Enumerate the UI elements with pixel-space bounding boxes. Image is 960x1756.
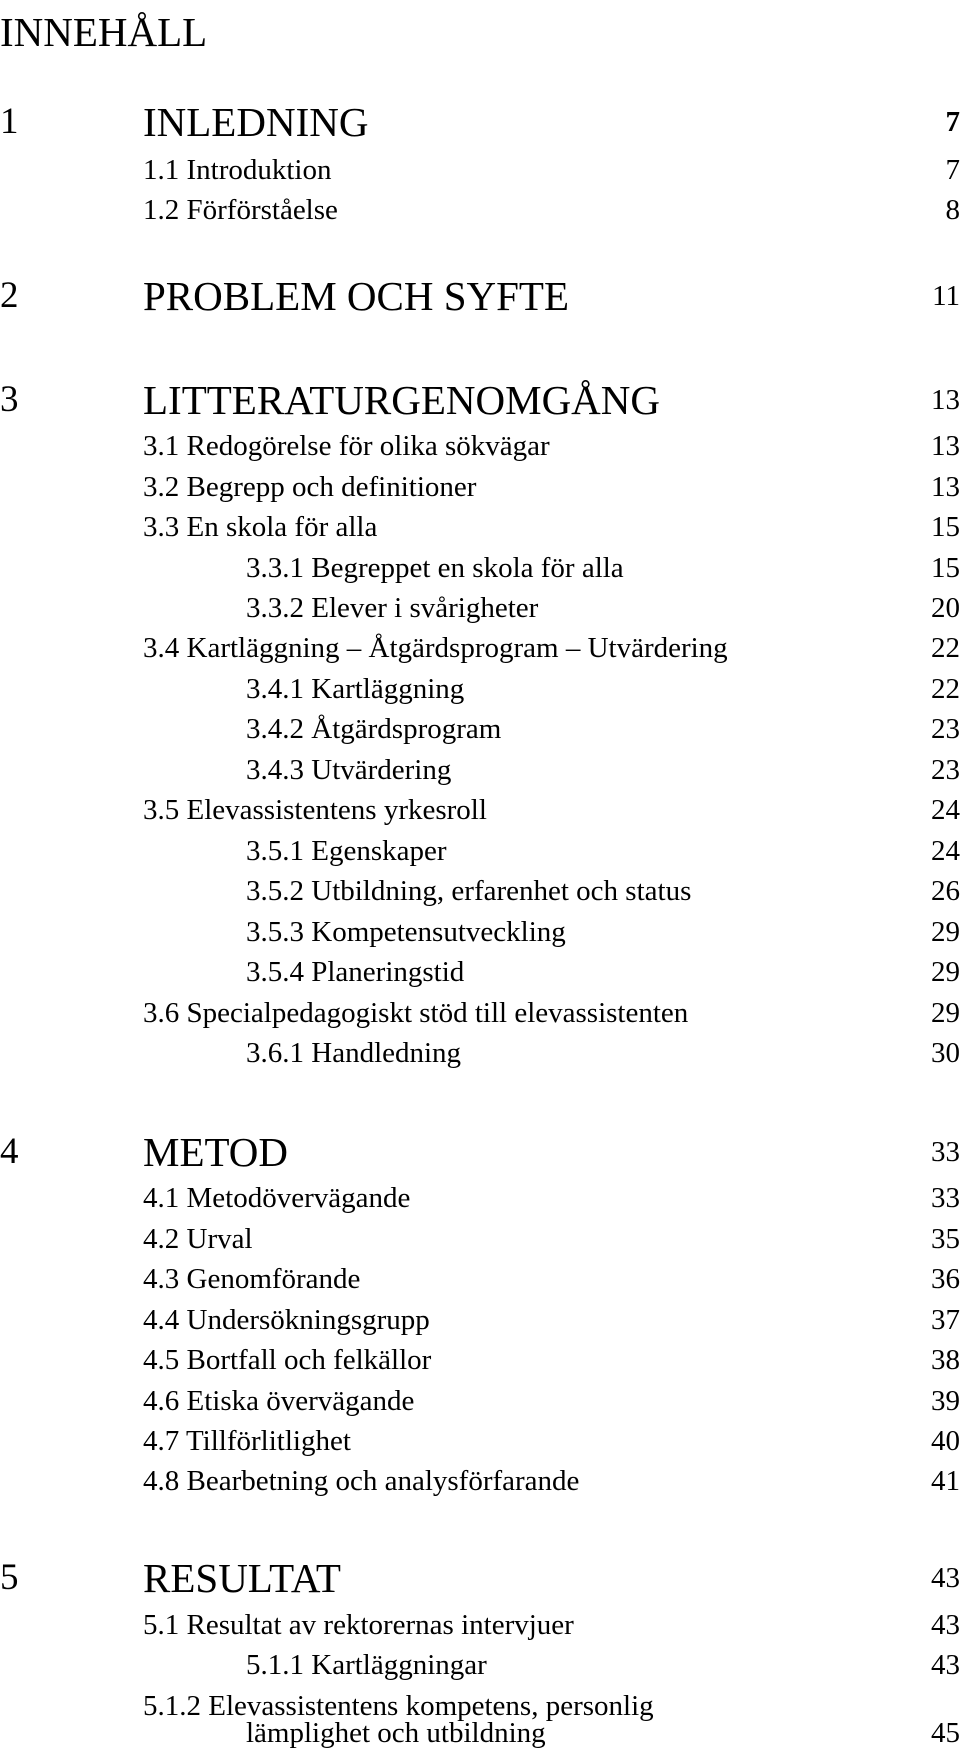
toc-entry[interactable] [0,1338,960,1382]
page-number: 11 [932,280,960,312]
toc-entry[interactable] [0,788,960,832]
toc-entry[interactable] [0,667,960,711]
toc-entry[interactable] [0,707,960,751]
entry-title: 4.3 Genomförande [143,1263,361,1295]
toc-entry[interactable] [0,188,960,232]
chapter-number: 4 [0,1131,19,1172]
toc-entry[interactable] [0,626,960,670]
chapter-title: RESULTAT [143,1555,341,1601]
toc-entry[interactable] [0,1419,960,1463]
entry-title: 4.8 Bearbetning och analysförfarande [143,1465,580,1497]
toc-entry[interactable] [0,1603,960,1647]
entry-title: 4.1 Metodövervägande [143,1182,411,1214]
page-number: 43 [931,1649,960,1681]
page-number: 45 [931,1717,960,1749]
entry-title: 3.6 Specialpedagogiskt stöd till elevassistenten [143,997,689,1029]
page-number: 24 [931,794,960,826]
entry-title: 5.1.2 Elevassistentens kompetens, personlig [143,1690,654,1722]
entry-title: lämplighet och utbildning [246,1717,546,1749]
page-number: 29 [931,916,960,948]
page-number: 23 [931,754,960,786]
entry-title: 1.2 Förförståelse [143,194,338,226]
chapter-number: 1 [0,101,19,142]
entry-title: 3.5.4 Planeringstid [246,956,465,988]
entry-title: 3.6.1 Handledning [246,1037,462,1069]
entry-title: 5.1.1 Kartläggningar [246,1649,487,1681]
page-number: 7 [945,106,960,138]
toc-entry[interactable] [0,148,960,192]
chapter-heading[interactable] [0,1130,960,1174]
chapter-title: LITTERATURGENOMGÅNG [143,377,661,423]
toc-entry[interactable] [0,586,960,630]
toc-entry[interactable] [0,424,960,468]
page-number: 13 [931,430,960,462]
page-number: 29 [931,956,960,988]
toc-entry[interactable] [0,1459,960,1503]
entry-title: 3.5.1 Egenskaper [246,835,447,867]
toc-entry[interactable] [0,869,960,913]
chapter-number: 5 [0,1557,19,1598]
entry-title: 3.4 Kartläggning – Åtgärdsprogram – Utvärdering [143,632,728,664]
page-number: 23 [931,713,960,745]
entry-title: 3.4.2 Åtgärdsprogram [246,713,502,745]
entry-title: 4.6 Etiska övervägande [143,1385,415,1417]
page-number: 40 [931,1425,960,1457]
toc-entry[interactable] [0,1176,960,1220]
page-number: 15 [931,552,960,584]
page-number: 41 [931,1465,960,1497]
page-number: 36 [931,1263,960,1295]
page-number: 37 [931,1304,960,1336]
page-number: 29 [931,997,960,1029]
toc-entry[interactable] [0,1711,960,1755]
toc-entry[interactable] [0,505,960,549]
toc-title: INNEHÅLL [0,9,208,55]
entry-title: 3.5.2 Utbildning, erfarenhet och status [246,875,692,907]
entry-title: 4.7 Tillförlitlighet [143,1425,351,1457]
chapter-heading[interactable] [0,378,960,422]
entry-title: 3.3.1 Begreppet en skola för alla [246,552,624,584]
page-number: 38 [931,1344,960,1376]
entry-title: 4.5 Bortfall och felkällor [143,1344,432,1376]
entry-title: 3.3 En skola för alla [143,511,378,543]
page-number: 26 [931,875,960,907]
toc-entry[interactable] [0,1257,960,1301]
page-number: 7 [945,154,960,186]
toc-entry[interactable] [0,748,960,792]
toc-entry[interactable] [0,465,960,509]
page-number: 43 [931,1609,960,1641]
page-number: 15 [931,511,960,543]
page-number: 33 [931,1136,960,1168]
page-number: 35 [931,1223,960,1255]
toc-entry[interactable] [0,1217,960,1261]
page-number: 33 [931,1182,960,1214]
page-number: 13 [931,384,960,416]
page-number: 24 [931,835,960,867]
toc-entry[interactable] [0,991,960,1035]
page-number: 43 [931,1562,960,1594]
entry-title: 4.4 Undersökningsgrupp [143,1304,430,1336]
entry-title: 4.2 Urval [143,1223,253,1255]
entry-title: 3.4.3 Utvärdering [246,754,452,786]
chapter-title: PROBLEM OCH SYFTE [143,273,570,319]
chapter-title: INLEDNING [143,99,369,145]
toc-entry[interactable] [0,950,960,994]
page-number: 20 [931,592,960,624]
toc-entry[interactable] [0,1298,960,1342]
toc-entry[interactable] [0,829,960,873]
page-number: 22 [931,673,960,705]
toc-entry[interactable] [0,1379,960,1423]
toc-entry[interactable] [0,546,960,590]
entry-title: 3.3.2 Elever i svårigheter [246,592,539,624]
entry-title: 3.4.1 Kartläggning [246,673,465,705]
chapter-number: 2 [0,275,19,316]
chapter-title: METOD [143,1129,289,1175]
entry-title: 5.1 Resultat av rektorernas intervjuer [143,1609,574,1641]
entry-title: 3.5 Elevassistentens yrkesroll [143,794,487,826]
chapter-heading[interactable] [0,274,960,318]
page-number: 39 [931,1385,960,1417]
page-number: 22 [931,632,960,664]
page-number: 30 [931,1037,960,1069]
entry-title: 3.2 Begrepp och definitioner [143,471,477,503]
entry-title: 3.1 Redogörelse för olika sökvägar [143,430,550,462]
toc-entry[interactable] [0,910,960,954]
entry-title: 1.1 Introduktion [143,154,332,186]
page-number: 13 [931,471,960,503]
chapter-heading[interactable] [0,1556,960,1600]
page-number: 8 [945,194,960,226]
entry-title: 3.5.3 Kompetensutveckling [246,916,566,948]
chapter-number: 3 [0,379,19,420]
toc-entry[interactable] [0,1643,960,1687]
chapter-heading[interactable] [0,100,960,144]
toc-entry[interactable] [0,1031,960,1075]
